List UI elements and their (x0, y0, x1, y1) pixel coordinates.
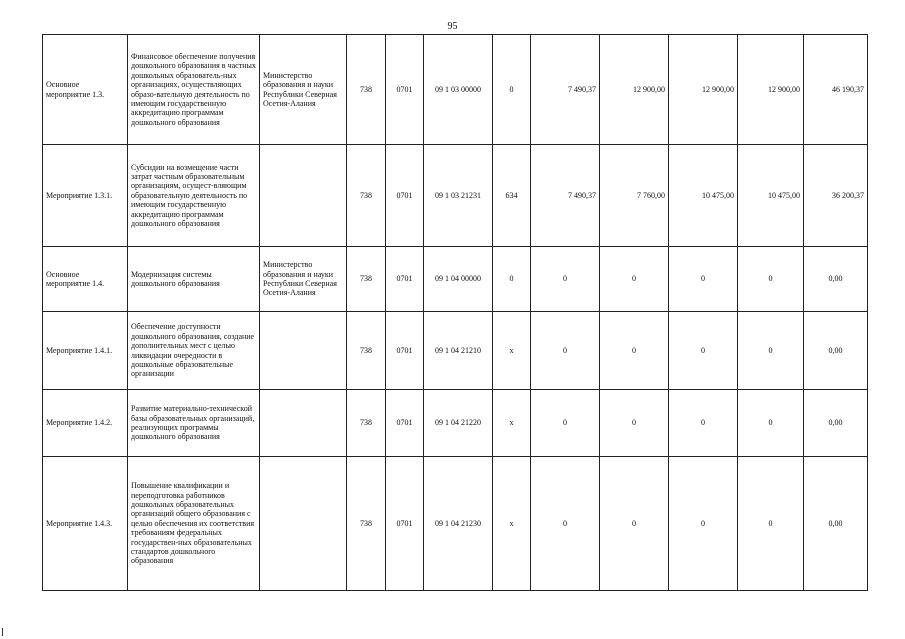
amount-total: 36 200,37 (804, 145, 868, 247)
responsible-org: Министерство образования и науки Республики Северная Осетия-Алания (260, 35, 347, 145)
grbs-code: 738 (347, 457, 386, 591)
activity-description: Финансовое обеспечение получения дошкольного образования в частных дошкольных образователь-ных организациях, осуществляющих образо-вательную деятельность по имеющим государственную аккредитацию программам дошкольного образования (128, 35, 260, 145)
amount-total: 0,00 (804, 312, 868, 390)
grbs-code: 738 (347, 247, 386, 312)
amount-year-1: 7 490,37 (531, 35, 600, 145)
activity-name: Основное мероприятие 1.3. (43, 35, 128, 145)
amount-total: 0,00 (804, 247, 868, 312)
activity-name: Мероприятие 1.3.1. (43, 145, 128, 247)
amount-total: 0,00 (804, 457, 868, 591)
amount-year-3: 12 900,00 (669, 35, 738, 145)
amount-year-3: 0 (669, 247, 738, 312)
rzpr-code: 0701 (386, 312, 424, 390)
activity-description: Обеспечение доступности дошкольного образования, создание дополнительных мест с целью ликвидации очередности в дошкольные образовательные организации (128, 312, 260, 390)
amount-year-4: 0 (738, 457, 804, 591)
amount-year-2: 0 (600, 390, 669, 457)
activity-name: Мероприятие 1.4.3. (43, 457, 128, 591)
csr-code: 09 1 04 00000 (424, 247, 493, 312)
vr-code: 0 (493, 247, 531, 312)
amount-year-3: 10 475,00 (669, 145, 738, 247)
csr-code: 09 1 04 21220 (424, 390, 493, 457)
amount-year-4: 0 (738, 312, 804, 390)
vr-code: 0 (493, 35, 531, 145)
responsible-org (260, 145, 347, 247)
amount-year-3: 0 (669, 457, 738, 591)
amount-year-4: 0 (738, 390, 804, 457)
activity-description: Субсидии на возмещение части затрат частным образовательным организациям, осущест-вляющим образовательную деятельность по имеющим государственную аккредитацию программам дошкольного образования (128, 145, 260, 247)
grbs-code: 738 (347, 390, 386, 457)
activity-name: Мероприятие 1.4.1. (43, 312, 128, 390)
amount-total: 0,00 (804, 390, 868, 457)
table-row (43, 247, 868, 312)
vr-code: х (493, 312, 531, 390)
amount-year-4: 10 475,00 (738, 145, 804, 247)
scan-artifact (2, 628, 3, 636)
vr-code: х (493, 457, 531, 591)
budget-table (42, 34, 868, 591)
rzpr-code: 0701 (386, 35, 424, 145)
activity-description: Модернизация системы дошкольного образования (128, 247, 260, 312)
table-row (43, 457, 868, 591)
amount-year-3: 0 (669, 312, 738, 390)
activity-description: Повышение квалификации и переподготовка работников дошкольных образовательных организаций общего образования с целью обеспечения их соответствия требованиям федеральных государствен-ных образовательных стандартов дошкольного образования (128, 457, 260, 591)
amount-year-1: 0 (531, 390, 600, 457)
amount-year-1: 0 (531, 247, 600, 312)
responsible-org (260, 390, 347, 457)
activity-name: Мероприятие 1.4.2. (43, 390, 128, 457)
grbs-code: 738 (347, 35, 386, 145)
amount-year-2: 0 (600, 312, 669, 390)
amount-total: 46 190,37 (804, 35, 868, 145)
rzpr-code: 0701 (386, 247, 424, 312)
amount-year-2: 7 760,00 (600, 145, 669, 247)
csr-code: 09 1 03 21231 (424, 145, 493, 247)
amount-year-1: 0 (531, 457, 600, 591)
responsible-org (260, 457, 347, 591)
amount-year-2: 12 900,00 (600, 35, 669, 145)
amount-year-1: 0 (531, 312, 600, 390)
amount-year-2: 0 (600, 457, 669, 591)
table-row (43, 390, 868, 457)
amount-year-4: 0 (738, 247, 804, 312)
csr-code: 09 1 04 21230 (424, 457, 493, 591)
amount-year-3: 0 (669, 390, 738, 457)
table-row (43, 145, 868, 247)
page-number: 95 (447, 21, 458, 32)
responsible-org (260, 312, 347, 390)
grbs-code: 738 (347, 312, 386, 390)
table-row (43, 312, 868, 390)
rzpr-code: 0701 (386, 145, 424, 247)
amount-year-4: 12 900,00 (738, 35, 804, 145)
grbs-code: 738 (347, 145, 386, 247)
vr-code: 634 (493, 145, 531, 247)
responsible-org: Министерство образования и науки Республики Северная Осетия-Алания (260, 247, 347, 312)
rzpr-code: 0701 (386, 390, 424, 457)
activity-name: Основное мероприятие 1.4. (43, 247, 128, 312)
table-row (43, 35, 868, 145)
csr-code: 09 1 04 21210 (424, 312, 493, 390)
rzpr-code: 0701 (386, 457, 424, 591)
vr-code: х (493, 390, 531, 457)
activity-description: Развитие материально-технической базы образовательных организаций, реализующих программы дошкольного образования (128, 390, 260, 457)
amount-year-2: 0 (600, 247, 669, 312)
csr-code: 09 1 03 00000 (424, 35, 493, 145)
amount-year-1: 7 490,37 (531, 145, 600, 247)
